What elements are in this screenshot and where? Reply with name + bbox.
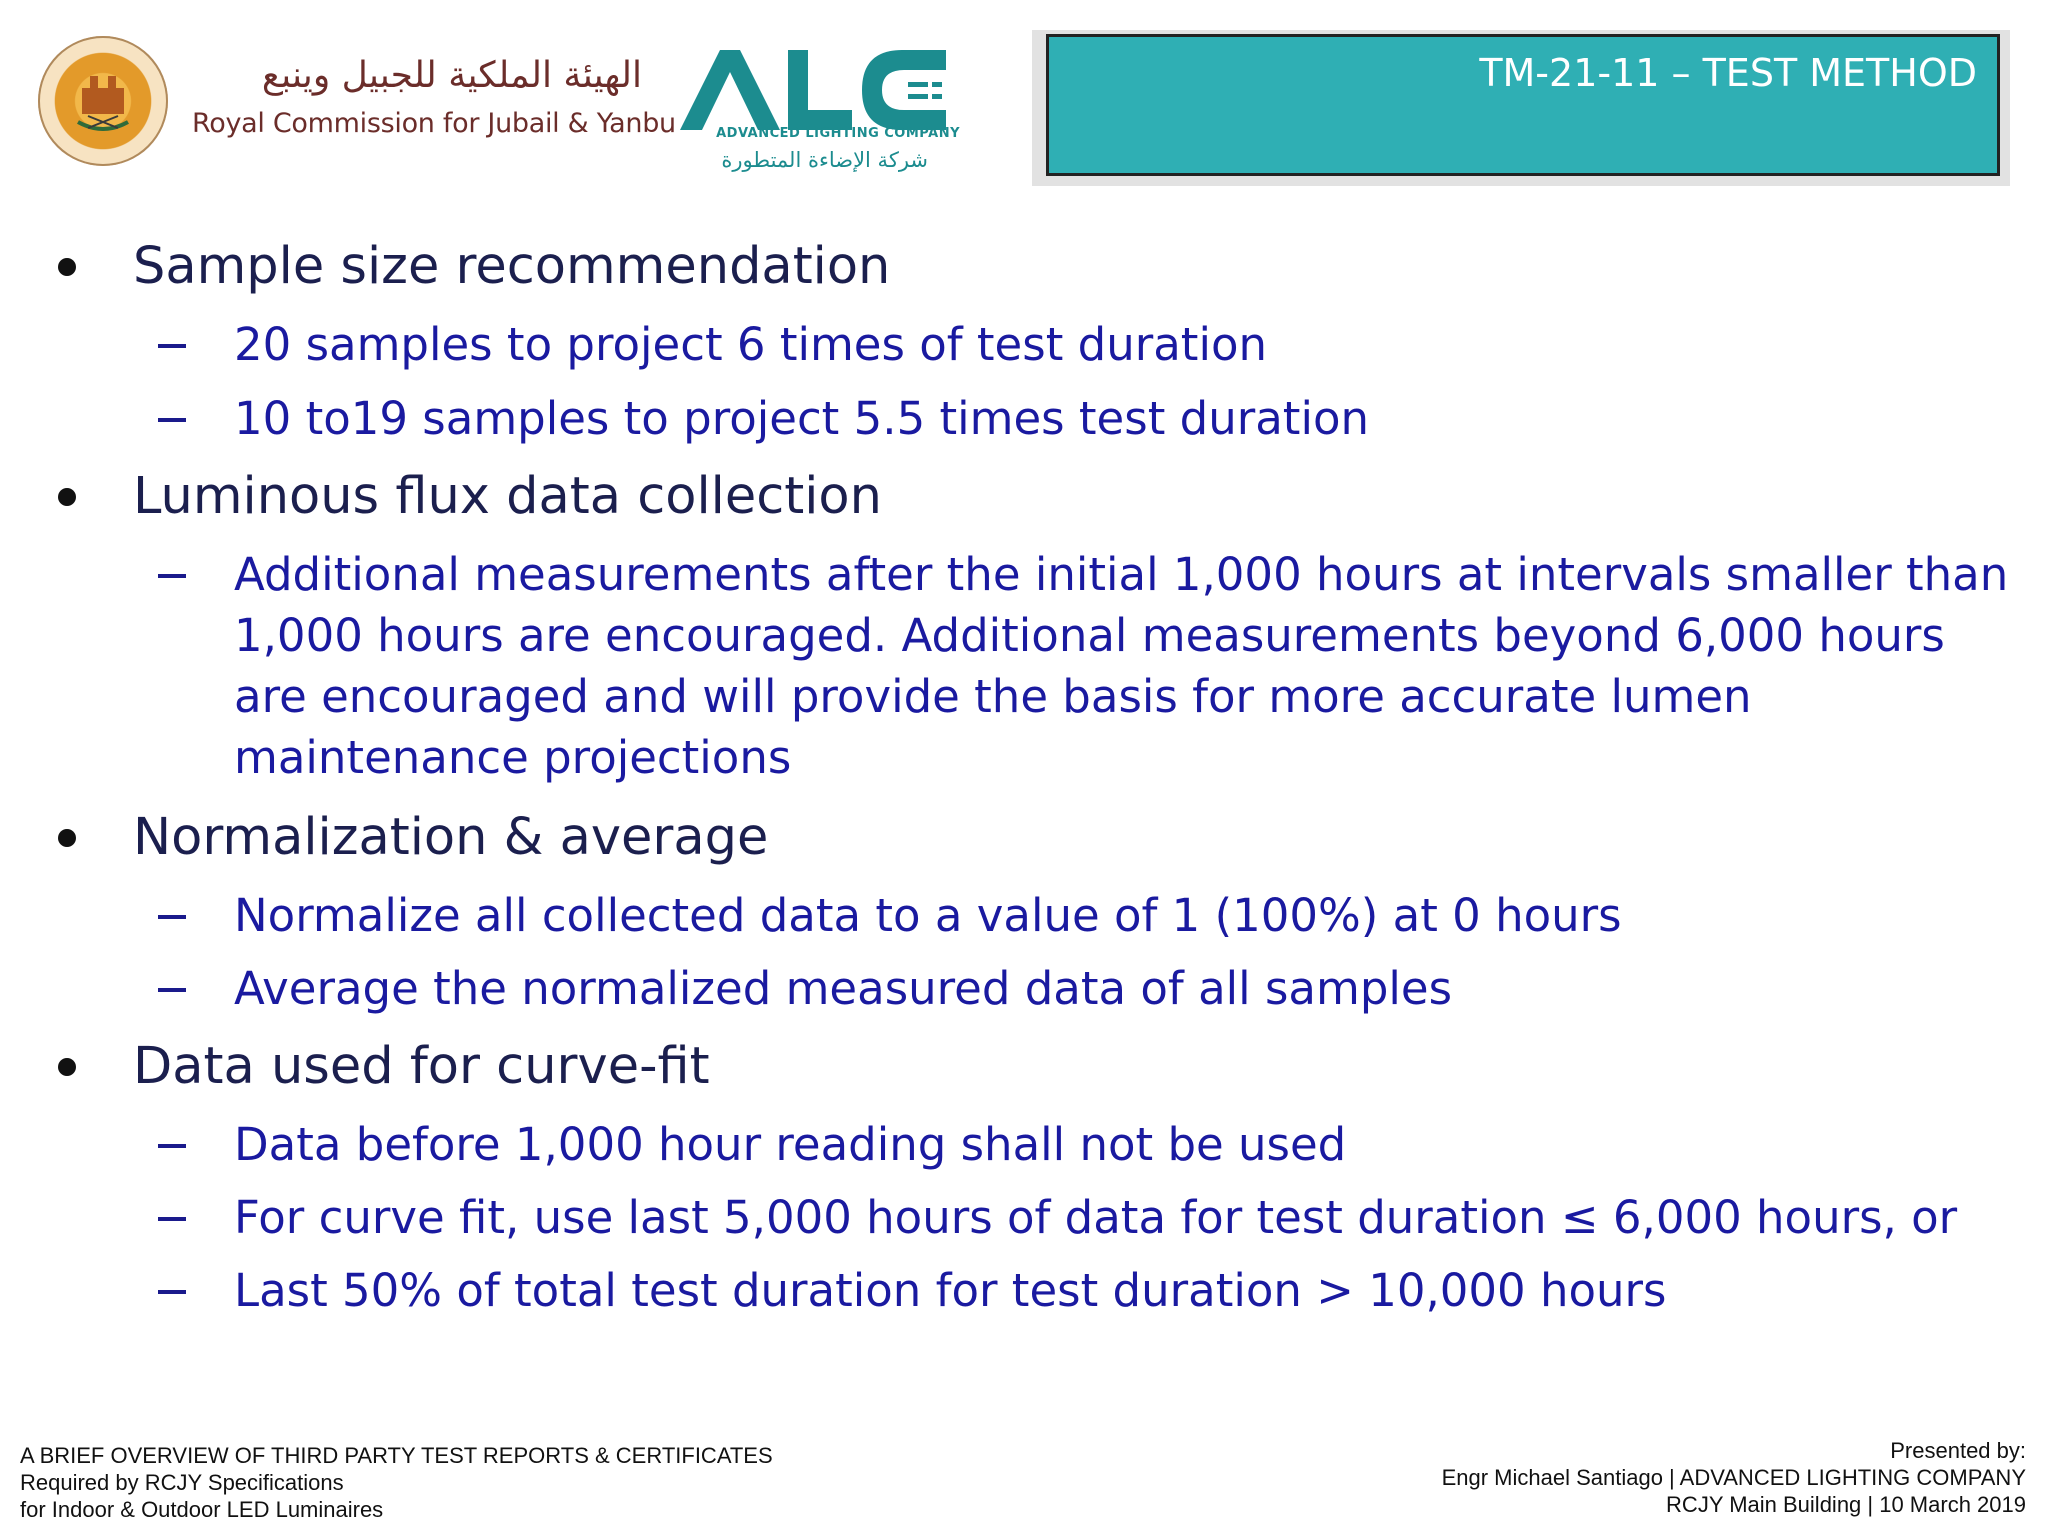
sub-bullet-line: maintenance projections: [234, 731, 792, 784]
footer-right-line: Engr Michael Santiago | ADVANCED LIGHTING COMPANY: [1441, 1465, 2026, 1490]
footer-left: [20, 1442, 773, 1523]
dash-icon: [158, 1144, 186, 1148]
saudi-emblem-seal-icon: [38, 36, 168, 166]
sub-bullet-line: Additional measurements after the initial 1,000 hours at intervals smaller than: [234, 548, 2009, 601]
bullet-heading: Luminous flux data collection: [133, 467, 882, 526]
bullet-icon: [58, 1058, 76, 1076]
bullet-heading: Sample size recommendation: [133, 237, 891, 296]
bullet-icon: [58, 829, 76, 847]
royal-commission-name: [192, 52, 676, 144]
dash-icon: [158, 574, 186, 578]
rc-name-arabic: الهيئة الملكية للجبيل وينبع: [261, 55, 642, 96]
dash-icon: [158, 418, 186, 422]
footer-left-line: A BRIEF OVERVIEW OF THIRD PARTY TEST REPORTS & CERTIFICATES: [20, 1443, 773, 1468]
footer-left-line: Required by RCJY Specifications: [20, 1470, 344, 1495]
sub-bullet: For curve fit, use last 5,000 hours of data for test duration ≤ 6,000 hours, or: [234, 1191, 1958, 1244]
rc-name-english: Royal Commission for Jubail & Yanbu: [192, 108, 676, 139]
sub-bullet: Data before 1,000 hour reading shall not be used: [234, 1118, 1347, 1171]
alc-wordmark-icon: [676, 44, 956, 134]
title-box: [1046, 34, 2000, 176]
bullet-icon: [58, 258, 76, 276]
footer-right-line: RCJY Main Building | 10 March 2019: [1666, 1492, 2026, 1517]
footer-right: [1442, 1437, 2026, 1518]
sub-bullet: Last 50% of total test duration for test duration > 10,000 hours: [234, 1264, 1667, 1317]
dash-icon: [158, 344, 186, 348]
dash-icon: [158, 915, 186, 919]
bullet-heading: Normalization & average: [133, 808, 769, 867]
bullet-icon: [58, 488, 76, 506]
sub-bullet: Average the normalized measured data of all samples: [234, 962, 1453, 1015]
alc-name-arabic: شركة الإضاءة المتطورة: [721, 148, 928, 172]
dash-icon: [158, 1290, 186, 1294]
alc-tagline: ADVANCED LIGHTING COMPANY: [716, 126, 960, 141]
sub-bullet: 10 to19 samples to project 5.5 times test duration: [234, 392, 1369, 445]
footer-left-line: for Indoor & Outdoor LED Luminaires: [20, 1497, 384, 1522]
sub-bullet-line: are encouraged and will provide the basis for more accurate lumen: [234, 670, 1752, 723]
footer-right-line: Presented by:: [1890, 1438, 2026, 1463]
dash-icon: [158, 988, 186, 992]
sub-bullet: Normalize all collected data to a value of 1 (100%) at 0 hours: [234, 889, 1622, 942]
dash-icon: [158, 1217, 186, 1221]
bullet-heading: Data used for curve-fit: [133, 1037, 710, 1096]
sub-bullet-line: 1,000 hours are encouraged. Additional measurements beyond 6,000 hours: [234, 609, 1945, 662]
slide-title: TM-21-11 – TEST METHOD: [1479, 51, 1977, 95]
sub-bullet: 20 samples to project 6 times of test duration: [234, 318, 1268, 371]
